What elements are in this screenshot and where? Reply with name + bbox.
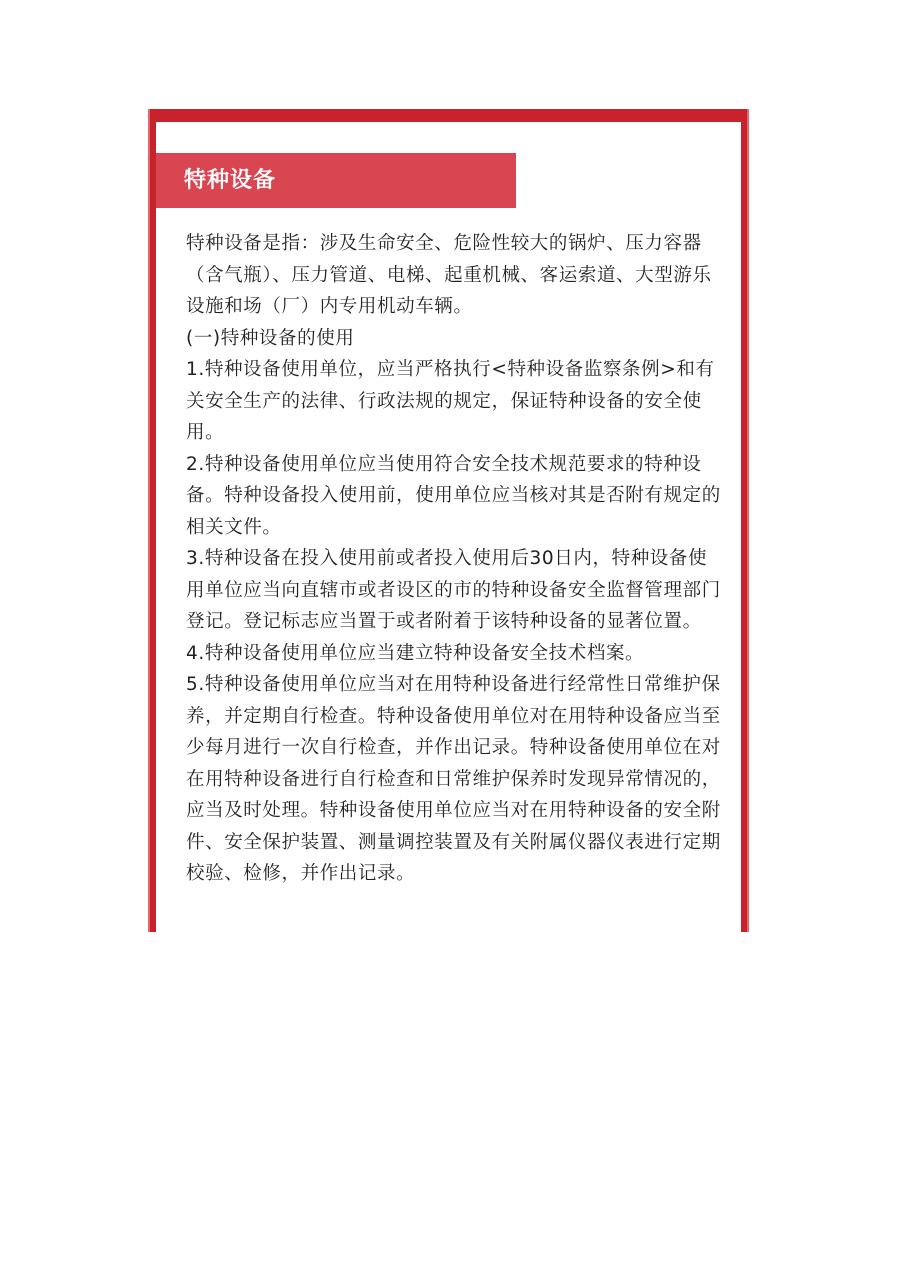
subsection-heading: (一)特种设备的使用 xyxy=(186,327,355,349)
rule-item-4: 4.特种设备使用单位应当建立特种设备安全技术档案。 xyxy=(186,642,645,664)
rule-item-2: 2.特种设备使用单位应当使用符合安全技术规范要求的特种设备。特种设备投入使用前，使用单位应当核对其是否附有规定的相关文件。 xyxy=(186,453,721,538)
rule-item-3: 3.特种设备在投入使用前或者投入使用后30日内，特种设备使用单位应当向直辖市或者设区的市的特种设备安全监督管理部门登记。登记标志应当置于或者附着于该特种设备的显著位置。 xyxy=(186,548,721,632)
section-title: 特种设备 xyxy=(156,153,516,208)
document-body xyxy=(186,228,726,890)
document-card xyxy=(148,109,749,932)
definition-paragraph: 特种设备是指：涉及生命安全、危险性较大的锅炉、压力容器（含气瓶）、压力管道、电梯、起重机械、客运索道、大型游乐设施和场（厂）内专用机动车辆。 xyxy=(186,233,712,317)
rule-item-1: 1.特种设备使用单位，应当严格执行<特种设备监察条例>和有关安全生产的法律、行政法规的规定，保证特种设备的安全使用。 xyxy=(186,359,715,443)
rule-item-5: 5.特种设备使用单位应当对在用特种设备进行经常性日常维护保养，并定期自行检查。特种设备使用单位对在用特种设备应当至少每月进行一次自行检查，并作出记录。特种设备使用单位在对在用特种设备进行自行检查和日常维护保养时发现异常情况的，应当及时处理。特种设备使用单位应当对在用特种设备的安全附件、安全保护装置、测量调控装置及有关附属仪器仪表进行定期校验、检修，并作出记录。 xyxy=(186,674,721,884)
